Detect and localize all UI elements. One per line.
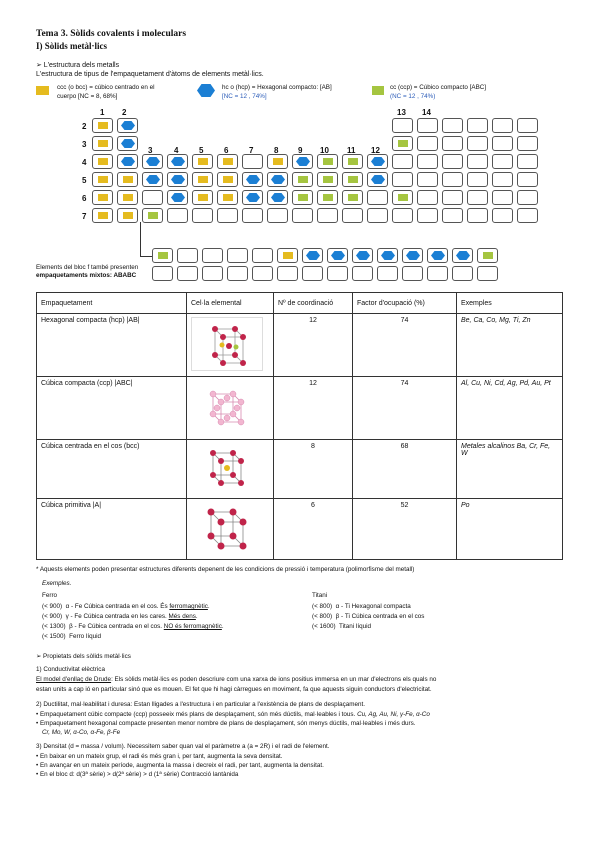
element-cell (442, 136, 463, 151)
element-cell (242, 190, 263, 205)
p1-title: 1) Conductivitat elèctrica (36, 666, 105, 673)
hcp-marker-icon (121, 157, 135, 166)
p2-line (36, 701, 365, 709)
bcc-marker-icon (123, 212, 133, 219)
group-label-12: 12 (371, 146, 380, 155)
row-name: Cúbica compacta (ccp) |ABC| (37, 377, 187, 440)
period-label-2: 2 (82, 122, 87, 131)
packing-factor: 68 (353, 440, 457, 499)
bcc-marker-icon (273, 158, 283, 165)
fblock-note-2: empaquetaments mixtos: ABABC (36, 272, 137, 279)
bcc-marker-icon (223, 194, 233, 201)
element-cell (317, 154, 338, 169)
period-label-5: 5 (82, 176, 87, 185)
element-cell (167, 190, 188, 205)
p3-title: 3) Densitat (d = massa / volum) (36, 743, 124, 750)
element-cell (167, 154, 188, 169)
p3-bullet-1: • En baixar en un mateix grup, el radi és més gran i, per tant, augmenta la seva densitat. (36, 753, 283, 760)
coord-number: 12 (274, 377, 353, 440)
group-label-1: 1 (100, 108, 105, 117)
element-cell (292, 154, 313, 169)
iron-text: Ferro líquid (69, 633, 101, 640)
element-cell (442, 154, 463, 169)
period-label-7: 7 (82, 212, 87, 221)
bcc-marker-icon (198, 158, 208, 165)
hcp-marker-icon (146, 175, 160, 184)
titani-line (312, 603, 411, 611)
fblock-cell (252, 248, 273, 263)
titani-text: α - Ti Hexagonal compacta (335, 603, 411, 610)
element-cell (392, 118, 413, 133)
element-cell (417, 136, 438, 151)
element-cell (192, 190, 213, 205)
coord-number: 6 (274, 499, 353, 560)
section-title: I) Sòlids metàl·lics (36, 41, 108, 51)
row-name: Hexagonal compacta (hcp) |AB| (37, 314, 187, 377)
table-row (37, 440, 563, 499)
col-header: Cel·la elemental (187, 293, 274, 314)
iron-underline: Més dens (168, 613, 196, 620)
ccp-marker-icon (298, 194, 308, 201)
bcc-marker-icon (283, 252, 293, 259)
fblock-connector (140, 222, 141, 256)
bcc-marker-icon (98, 158, 108, 165)
element-cell (192, 208, 213, 223)
table-header-row (37, 293, 563, 314)
element-cell (492, 208, 513, 223)
fblock-cell (177, 266, 198, 281)
element-cell (117, 172, 138, 187)
hcp-marker-icon (331, 251, 345, 260)
group-label-7: 7 (249, 146, 254, 155)
element-cell (92, 118, 113, 133)
fblock-cell (177, 248, 198, 263)
structure-intro: L'estructura de tipus de l'empaquetament d'àtoms de elements metàl·lics. (36, 71, 264, 78)
element-cell (217, 172, 238, 187)
period-label-3: 3 (82, 140, 87, 149)
col-header: Exemples (457, 293, 563, 314)
hcp-marker-icon (146, 157, 160, 166)
row-name: Cúbica primitiva |A| (37, 499, 187, 560)
bcc-cell-icon (191, 443, 263, 493)
ccp-marker-icon (148, 212, 158, 219)
element-cell (217, 208, 238, 223)
hcp-marker-icon (371, 175, 385, 184)
fblock-cell (327, 248, 348, 263)
drude-model: El model d'enllaç de Drude (36, 676, 112, 683)
group-label-5: 5 (199, 146, 204, 155)
element-cell (92, 208, 113, 223)
fblock-cell (377, 248, 398, 263)
fblock-cell (227, 266, 248, 281)
element-cell (367, 154, 388, 169)
titani-line (312, 623, 371, 631)
fblock-cell (252, 266, 273, 281)
hcp-marker-icon (371, 157, 385, 166)
col-header: Factor d'ocupació (%) (353, 293, 457, 314)
element-cell (467, 154, 488, 169)
p2-bullet-1 (36, 711, 430, 719)
col-header: Empaquetament (37, 293, 187, 314)
packing-factor: 52 (353, 499, 457, 560)
element-cell (142, 172, 163, 187)
iron-underline: ferromagnètic (169, 603, 208, 610)
page-title: Tema 3. Sòlids covalents i moleculars (36, 29, 187, 39)
element-cell (342, 172, 363, 187)
hcp-marker-icon (356, 251, 370, 260)
element-cell (117, 118, 138, 133)
titani-line (312, 613, 424, 621)
element-cell (342, 154, 363, 169)
titani-temp: (< 800) (312, 603, 333, 610)
element-cell (417, 118, 438, 133)
table-row (37, 377, 563, 440)
element-cell (442, 190, 463, 205)
p2-bullet-examples: Cu, Ag, Au, Ni, γ-Fe, α-Co (357, 711, 430, 718)
group-label-11: 11 (347, 146, 356, 155)
element-cell (417, 208, 438, 223)
element-cell (467, 208, 488, 223)
hcp-marker-icon (406, 251, 420, 260)
element-cell (242, 154, 263, 169)
examples-label: Exemples. (42, 580, 72, 587)
fblock-cell (202, 248, 223, 263)
unit-cell-image (187, 440, 274, 499)
group-label-2: 2 (122, 108, 127, 117)
hcp-marker-icon (121, 139, 135, 148)
titani-title: Titani (312, 592, 328, 599)
iron-text: β - Fe Cúbica centrada en el cos. (69, 623, 163, 630)
element-cell (267, 172, 288, 187)
hcp-marker-icon (381, 251, 395, 260)
unit-cell-image (187, 377, 274, 440)
hcp-marker-icon (171, 157, 185, 166)
element-cell (492, 190, 513, 205)
iron-temp: (< 900) (42, 603, 63, 610)
element-cell (192, 172, 213, 187)
bcc-marker-icon (123, 194, 133, 201)
element-cell (517, 136, 538, 151)
ccp-marker-icon (158, 252, 168, 259)
element-cell (442, 208, 463, 223)
element-cell (342, 190, 363, 205)
element-cell (492, 118, 513, 133)
element-cell (92, 172, 113, 187)
element-cell (367, 172, 388, 187)
fblock-cell (152, 248, 173, 263)
hcp-marker-icon (171, 175, 185, 184)
element-cell (192, 154, 213, 169)
element-cell (392, 154, 413, 169)
element-cell (217, 190, 238, 205)
group-label-13: 13 (397, 108, 406, 117)
unit-cell-image (187, 499, 274, 560)
p2-title: 2) Ductilitat, mal·leabilitat i duresa (36, 701, 131, 708)
p2-bullet-text: • Empaquetament cúbic compacte (ccp) posseeix més plans de desplaçament, són més dúctils, mal·leables i tous. (36, 711, 356, 718)
element-cell (367, 190, 388, 205)
bcc-marker-icon (123, 176, 133, 183)
table-row (37, 499, 563, 560)
fblock-cell (402, 266, 423, 281)
hcp-marker-icon (431, 251, 445, 260)
ccp-marker-icon (323, 194, 333, 201)
legend-ccp-label-2: (NC = 12 , 74%) (390, 93, 436, 100)
p2-text: : Estan lligades a l'estructura i en particular a l'existència de plans de desplaçament. (130, 701, 365, 708)
element-cell (217, 154, 238, 169)
element-cell (417, 172, 438, 187)
table-row (37, 314, 563, 377)
bcc-marker-icon (98, 176, 108, 183)
element-cell (392, 190, 413, 205)
examples: Metales alcalinos Ba, Cr, Fe, W (457, 440, 563, 499)
iron-line (42, 613, 198, 621)
fblock-cell (452, 266, 473, 281)
ccp-marker-icon (323, 158, 333, 165)
fblock-cell (427, 266, 448, 281)
iron-temp: (< 1300) (42, 623, 66, 630)
fblock-note: Elements del bloc f també presenten (36, 264, 139, 271)
bcc-marker-icon (98, 194, 108, 201)
bcc-marker-icon (198, 176, 208, 183)
legend-hcp-label: hc o (hcp) = Hexagonal compacto: [AB] (222, 84, 332, 91)
bcc-marker-icon (98, 122, 108, 129)
examples: Al, Cu, Ni, Cd, Ag, Pd, Au, Pt (457, 377, 563, 440)
structure-heading: ➢ L'estructura dels metalls (36, 62, 120, 69)
titani-temp: (< 1600) (312, 623, 336, 630)
element-cell (142, 208, 163, 223)
p3-line (36, 743, 329, 751)
ccp-marker-icon (398, 194, 408, 201)
fblock-cell (427, 248, 448, 263)
fblock-cell (377, 266, 398, 281)
fblock-cell (352, 266, 373, 281)
element-cell (342, 208, 363, 223)
titani-text: β - Ti Cúbica centrada en el cos (335, 613, 425, 620)
bcc-marker-icon (198, 194, 208, 201)
iron-line (42, 623, 224, 631)
p1-line (36, 676, 436, 684)
group-label-3: 3 (148, 146, 153, 155)
element-cell (492, 154, 513, 169)
sc-cell-icon (191, 502, 263, 554)
element-cell (92, 190, 113, 205)
element-cell (267, 190, 288, 205)
titani-temp: (< 800) (312, 613, 333, 620)
element-cell (392, 136, 413, 151)
ccp-marker-icon (348, 158, 358, 165)
group-label-6: 6 (224, 146, 229, 155)
iron-line (42, 633, 101, 641)
element-cell (142, 190, 163, 205)
bcc-marker-icon (223, 158, 233, 165)
ccp-marker-icon (398, 140, 408, 147)
iron-end: . (195, 613, 198, 620)
element-cell (267, 154, 288, 169)
hcp-marker-icon (306, 251, 320, 260)
p1-text: : Els sòlids metàl·lics es poden descriure com una xarxa de ions positius immersa en un mar d'electrons els quals no (111, 676, 437, 683)
ccp-marker-icon (298, 176, 308, 183)
fblock-cell (302, 248, 323, 263)
iron-title: Ferro (42, 592, 58, 599)
fblock-cell (227, 248, 248, 263)
examples: Be, Ca, Co, Mg, Ti, Zn (457, 314, 563, 377)
coord-number: 12 (274, 314, 353, 377)
packing-factor: 74 (353, 314, 457, 377)
element-cell (517, 154, 538, 169)
hcp-marker-icon (246, 175, 260, 184)
fblock-cell (402, 248, 423, 263)
iron-temp: (< 900) (42, 613, 63, 620)
element-cell (467, 136, 488, 151)
element-cell (117, 190, 138, 205)
hcp-marker-icon (121, 121, 135, 130)
bcc-marker-icon (223, 176, 233, 183)
period-label-6: 6 (82, 194, 87, 203)
ccp-cell-icon (191, 380, 263, 434)
element-cell (442, 172, 463, 187)
hcp-marker-icon (246, 193, 260, 202)
bcc-marker-icon (98, 212, 108, 219)
element-cell (317, 190, 338, 205)
element-cell (242, 172, 263, 187)
group-label-9: 9 (298, 146, 303, 155)
ccp-marker-icon (323, 176, 333, 183)
fblock-cell (477, 266, 498, 281)
fblock-cell (152, 266, 173, 281)
legend-hcp-swatch (197, 84, 215, 97)
ccp-marker-icon (483, 252, 493, 259)
polymorph-note: * Aquests elements poden presentar estructures diferents depenent de les condicions de pressió i temperatura (polimorfisme del metall) (36, 566, 415, 573)
group-label-4: 4 (174, 146, 179, 155)
legend-bcc-swatch (36, 86, 49, 95)
p3-bullet-3: • En el bloc d: d(3ª sèrie) > d(2ª sèrie) > d (1ª sèrie) Contracció lantànida (36, 771, 239, 778)
element-cell (167, 172, 188, 187)
p3-bullet-2: • En avançar en un mateix període, augmenta la massa i decreix el radi, per tant, augmenta la densitat. (36, 762, 324, 769)
element-cell (292, 172, 313, 187)
element-cell (317, 172, 338, 187)
iron-text: α - Fe Cúbica centrada en el cos. És (65, 603, 168, 610)
p2-bullet-2-examples: Cr, Mo, W, α-Co, α-Fe, β-Fe (42, 729, 121, 736)
hcp-cell-icon (191, 317, 263, 371)
element-cell (467, 118, 488, 133)
element-cell (242, 208, 263, 223)
element-cell (317, 208, 338, 223)
element-cell (442, 118, 463, 133)
iron-end: . (207, 603, 210, 610)
legend-bcc-label: ccc (o bcc) = cúbico centrado en el (57, 84, 155, 91)
element-cell (117, 136, 138, 151)
iron-temp: (< 1500) (42, 633, 66, 640)
element-cell (492, 172, 513, 187)
group-label-10: 10 (320, 146, 329, 155)
iron-text: γ - Fe Cúbica centrada en les cares. (65, 613, 167, 620)
hcp-marker-icon (456, 251, 470, 260)
element-cell (392, 172, 413, 187)
legend-ccp-swatch (372, 86, 384, 95)
examples: Po (457, 499, 563, 560)
iron-line (42, 603, 210, 611)
element-cell (467, 172, 488, 187)
col-header: Nº de coordinació (274, 293, 353, 314)
hcp-marker-icon (271, 193, 285, 202)
legend-ccp-label: cc (ccp) = Cúbico compacto [ABC] (390, 84, 487, 91)
packing-table (36, 292, 563, 560)
hcp-marker-icon (271, 175, 285, 184)
element-cell (367, 208, 388, 223)
group-label-14: 14 (422, 108, 431, 117)
element-cell (167, 208, 188, 223)
titani-text: Titani líquid (339, 623, 371, 630)
bcc-marker-icon (98, 140, 108, 147)
element-cell (517, 118, 538, 133)
element-cell (392, 208, 413, 223)
element-cell (517, 190, 538, 205)
legend-bcc-label-2: cuerpo [NC = 8, 68%] (57, 93, 118, 100)
period-label-4: 4 (82, 158, 87, 167)
element-cell (92, 136, 113, 151)
p1-line-2: estan units a cap ió en particular sinó que es mouen. El fet que hi hagi càrregues en moviment, fa que aquests siguin conductors d'electricitat. (36, 686, 432, 693)
group-label-8: 8 (274, 146, 279, 155)
fblock-cell (452, 248, 473, 263)
ccp-marker-icon (348, 176, 358, 183)
element-cell (292, 208, 313, 223)
element-cell (292, 190, 313, 205)
fblock-cell (352, 248, 373, 263)
element-cell (92, 154, 113, 169)
element-cell (267, 208, 288, 223)
element-cell (117, 208, 138, 223)
element-cell (117, 154, 138, 169)
coord-number: 8 (274, 440, 353, 499)
element-cell (517, 208, 538, 223)
element-cell (492, 136, 513, 151)
p3-text: . Necessitem saber quan val el paràmetre a (a = 2R) i el radi de l'element. (123, 743, 330, 750)
element-cell (417, 154, 438, 169)
fblock-cell (302, 266, 323, 281)
element-cell (467, 190, 488, 205)
properties-heading: ➢ Propietats dels sòlids metàl·lics (36, 653, 131, 660)
fblock-cell (277, 248, 298, 263)
p2-bullet-2: • Empaquetament hexagonal compacte presenten menor nombre de plans de desplaçament, són menys dúctils, mal·leables i més durs. (36, 720, 416, 727)
unit-cell-image (187, 314, 274, 377)
legend-hcp-label-2: [NC = 12 , 74%] (222, 93, 267, 100)
element-cell (417, 190, 438, 205)
iron-underline: NO és ferromagnètic (163, 623, 222, 630)
fblock-cell (477, 248, 498, 263)
packing-factor: 74 (353, 377, 457, 440)
element-cell (517, 172, 538, 187)
fblock-connector-h (140, 256, 152, 257)
hcp-marker-icon (171, 193, 185, 202)
hcp-marker-icon (296, 157, 310, 166)
element-cell (142, 154, 163, 169)
fblock-cell (327, 266, 348, 281)
row-name: Cúbica centrada en el cos (bcc) (37, 440, 187, 499)
iron-end: . (221, 623, 224, 630)
fblock-cell (202, 266, 223, 281)
fblock-cell (277, 266, 298, 281)
ccp-marker-icon (348, 194, 358, 201)
